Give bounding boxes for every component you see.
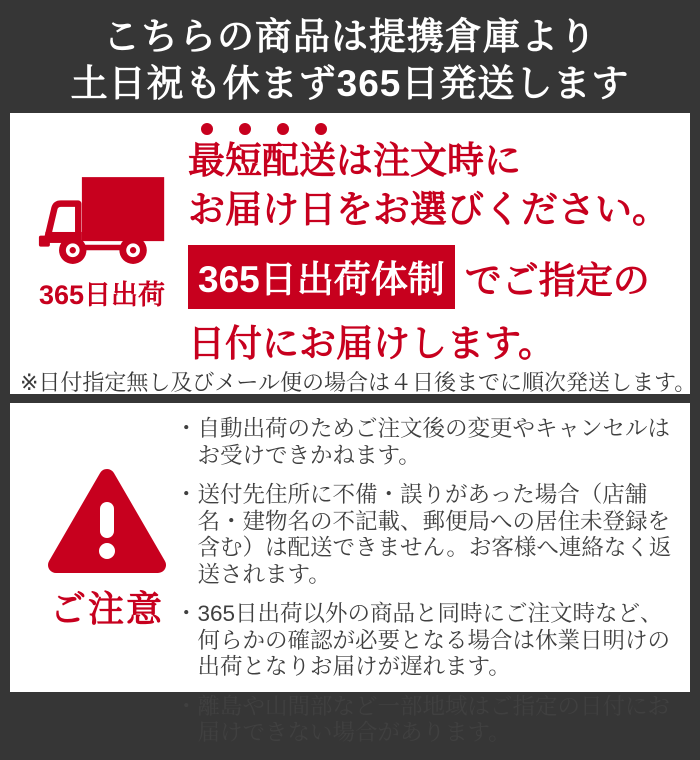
after-highlight-text: でご指定の: [464, 259, 650, 301]
shipping-panel: [10, 113, 697, 395]
shipping-message: [20, 123, 697, 395]
bullet-text: 自動出荷のためご注文後の変更やキャンセルはお受けできかねます。: [197, 416, 671, 468]
truck-column: [24, 175, 180, 312]
shipping-heading-line4: 日付にお届けします。: [188, 322, 556, 364]
bullet-text: 送付先住所に不備・誤りがあった場合（店舗名・建物名の不記載、郵便局への居住未登録を含む）は配送できません。お客様へ連絡なく返送されます。: [197, 482, 672, 587]
caution-bullet: [175, 601, 678, 681]
emphasis-dot: [239, 123, 251, 135]
bullet-marker: ・: [175, 482, 198, 508]
bullet-marker: ・: [175, 416, 198, 441]
truck-label: 365日出荷: [38, 280, 166, 310]
caution-bullet-list: [175, 416, 678, 760]
emphasis-dots: [201, 123, 682, 135]
emphasis-dot: [201, 123, 213, 135]
shipping-note: ※日付指定無し及びメール便の場合は４日後までに順次発送します。: [20, 370, 697, 395]
emphasis-dot: [315, 123, 327, 135]
shipping-heading-line1: 最短配送は注文時に: [188, 140, 521, 181]
shipping-heading-line2: お届け日をお選びください。: [188, 188, 669, 230]
caution-bullet: [175, 694, 678, 747]
banner-line-2: 土日祝も休まず365日発送します: [70, 63, 630, 105]
caution-column: [32, 465, 182, 632]
shipping-heading-line3: [188, 245, 682, 309]
caution-bullet: [175, 416, 678, 469]
top-banner: [0, 0, 700, 113]
banner-line-1: こちらの商品は提携倉庫より: [103, 16, 597, 57]
delivery-truck-icon: [38, 175, 166, 267]
bullet-text: 離島や山間部など一部地域はご指定の日付にお届けできない場合があります。: [197, 693, 671, 746]
warning-triangle-icon: [46, 465, 168, 577]
caution-bullet: [175, 482, 678, 588]
bullet-text: 365日出荷以外の商品と同時にご注文時など、何らかの確認が必要となる場合は休業日明けの出荷となりお届けが遅れます。: [197, 601, 671, 680]
emphasis-dot: [277, 123, 289, 135]
highlight-badge: 365日出荷体制: [188, 245, 455, 309]
caution-panel: [10, 403, 690, 746]
bullet-marker: ・: [175, 693, 198, 719]
caution-label: ご注意: [49, 588, 164, 629]
bullet-marker: ・: [175, 601, 198, 627]
